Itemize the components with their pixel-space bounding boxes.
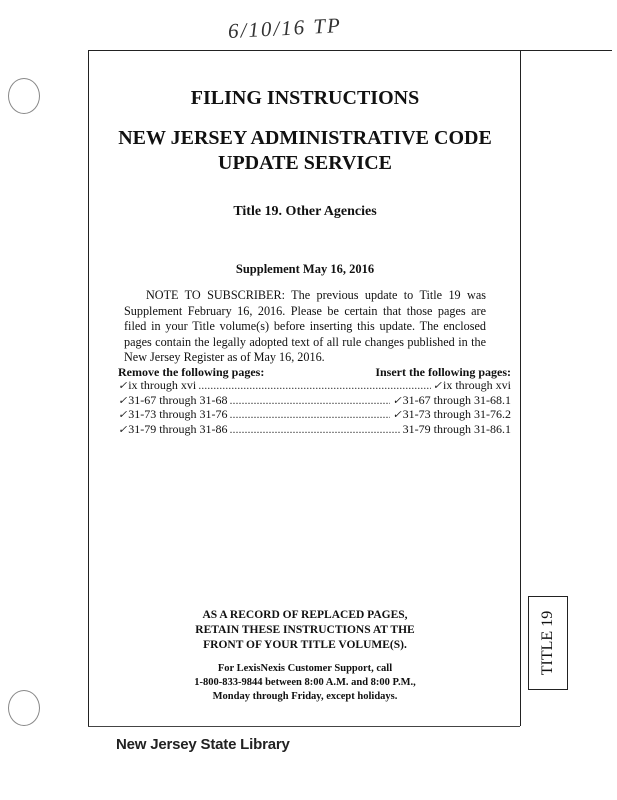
insert-pages: 31-73 through 31-76.2: [402, 407, 511, 421]
punch-hole-top: [8, 78, 40, 114]
document-title: FILING INSTRUCTIONS: [190, 87, 420, 109]
insert-pages-header: Insert the following pages:: [375, 365, 511, 379]
frame-right-border: [520, 50, 521, 726]
record-instructions: [160, 608, 450, 653]
punch-hole-bottom: [8, 690, 40, 726]
handwritten-date: 6/10/16 TP: [227, 13, 343, 43]
library-stamp: New Jersey State Library: [116, 736, 290, 753]
pages-table: [118, 378, 511, 436]
subscriber-note: NOTE TO SUBSCRIBER: The previous update to Title 19 was Supplement February 16, 2016. Please be certain that those pages are filed in your Title volume(s) before inserting this update. The enclosed pages contain the legally adopted text of all rule changes published in the New Jersey Register as of May 16, 2016.: [124, 288, 486, 364]
dot-leader: [230, 393, 391, 408]
dot-leader: [230, 422, 401, 437]
remove-pages: 31-67 through 31-68: [128, 392, 228, 407]
customer-support: [160, 662, 450, 704]
check-mark: ✓: [118, 380, 128, 392]
code-title: [100, 126, 510, 176]
table-row: [118, 407, 511, 422]
dot-leader: [230, 407, 391, 422]
check-mark: ✓: [118, 394, 128, 407]
check-mark: ✓: [392, 409, 402, 421]
table-row: [118, 422, 511, 437]
insert-pages: ix through xvi: [443, 378, 511, 392]
dot-leader: [198, 378, 431, 393]
title-tab: [528, 596, 568, 690]
insert-pages: 31-67 through 31-68.1: [402, 392, 511, 407]
table-row: [118, 378, 511, 393]
frame-bottom-border: [88, 726, 520, 727]
insert-pages: 31-79 through 31-86.1: [402, 421, 511, 436]
supplement-date: Supplement May 16, 2016: [235, 262, 375, 276]
frame-left-border: [88, 50, 89, 726]
check-mark: ✓: [118, 409, 128, 421]
remove-pages: 31-79 through 31-86: [128, 421, 228, 436]
remove-pages: 31-73 through 31-76: [128, 407, 228, 421]
support-line: For LexisNexis Customer Support, call: [217, 663, 393, 674]
record-line: AS A RECORD OF REPLACED PAGES,: [202, 609, 408, 621]
check-mark: ✓: [392, 394, 402, 407]
remove-pages: ix through xvi: [128, 378, 197, 392]
check-mark: ✓: [432, 380, 442, 392]
title-tab-label: TITLE 19: [539, 610, 556, 676]
frame-top-border: [88, 50, 612, 51]
code-title-line2: UPDATE SERVICE: [218, 152, 392, 174]
code-title-line1: NEW JERSEY ADMINISTRATIVE CODE: [118, 127, 492, 149]
check-mark: ✓: [118, 423, 128, 436]
support-line: Monday through Friday, except holidays.: [212, 691, 398, 702]
record-line: RETAIN THESE INSTRUCTIONS AT THE: [195, 624, 415, 636]
support-line: 1-800-833-9844 between 8:00 A.M. and 8:00 P.M.,: [194, 677, 416, 688]
title-number: Title 19. Other Agencies: [233, 204, 377, 219]
remove-pages-header: Remove the following pages:: [118, 365, 265, 379]
table-row: [118, 393, 511, 408]
record-line: FRONT OF YOUR TITLE VOLUME(S).: [203, 639, 407, 651]
